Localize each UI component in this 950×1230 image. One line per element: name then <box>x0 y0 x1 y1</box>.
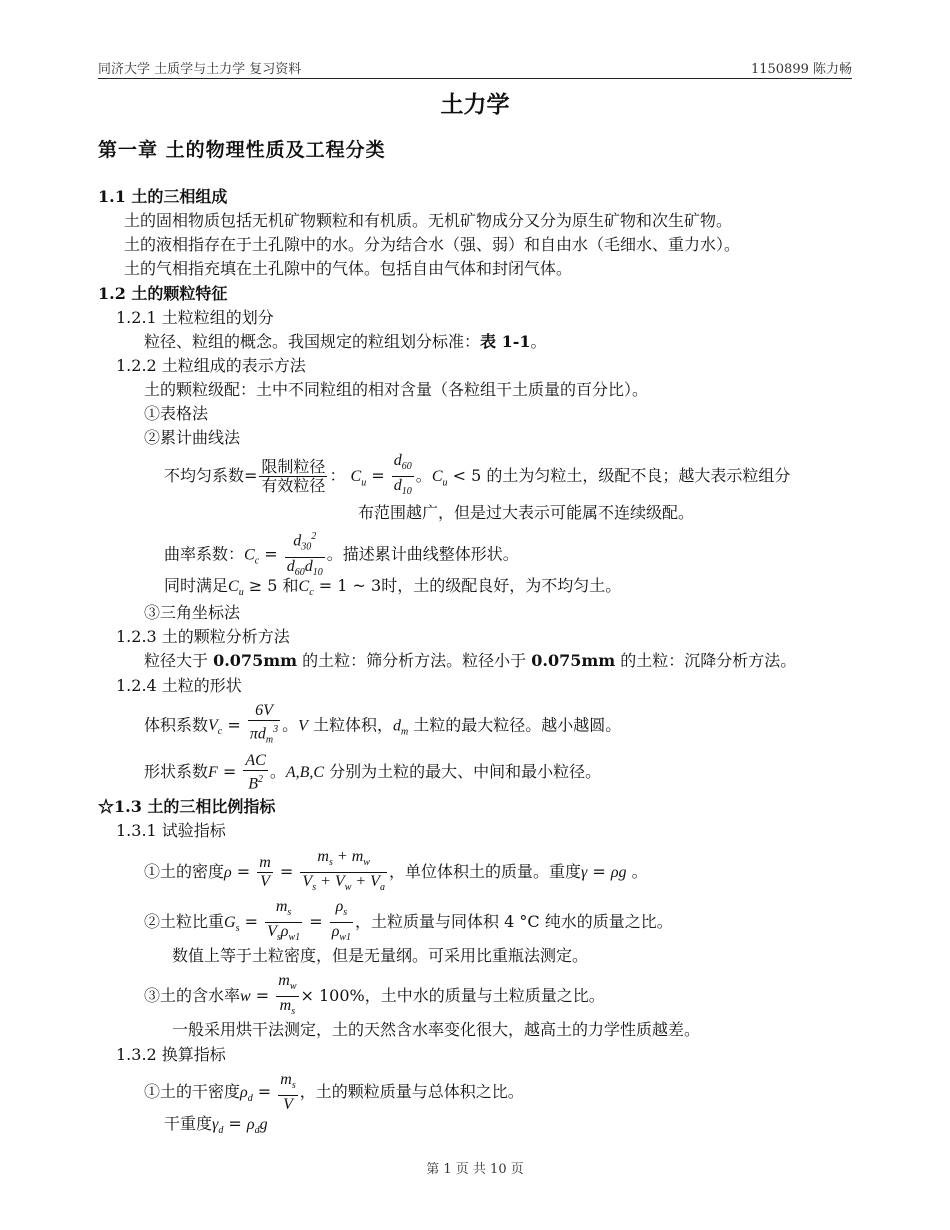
curvature-coefficient-formula: 曲率系数：$C_c$ = $\frac{d_{30}^2}{d_{60}d_{10}}$ 。描述累计曲线整体形状。 <box>164 528 519 582</box>
section-1-2-3-heading: 1.2.3 土的颗粒分析方法 <box>116 627 290 646</box>
method-item: ①表格法 <box>144 404 209 423</box>
paragraph: 土的气相指充填在土孔隙中的气体。包括自由气体和封闭气体。 <box>124 259 573 278</box>
document-title: 土力学 <box>440 92 510 118</box>
method-item: ②累计曲线法 <box>144 428 241 447</box>
section-1-3-heading: ☆1.3 土的三相比例指标 <box>98 797 276 816</box>
paragraph: 粒径大于 0.075mm 的土粒：筛分析方法。粒径小于 0.075mm 的土粒：沉降分析方法。 <box>144 651 797 670</box>
header-right: 1150899 陈力畅 <box>750 62 852 77</box>
volume-coefficient-formula: 体积系数$V_c$ = 6V $\pi d_m^3$ 。V 土粒体积，$d_m$ 土粒的最大粒径。越小越圆。 <box>144 702 622 746</box>
section-1-2-heading: 1.2 土的颗粒特征 <box>98 284 228 303</box>
dry-density-formula: ①土的干密度$\rho_d$ = $\frac{m_s}{V}$ ，土的颗粒质量与总体积之比。 <box>144 1071 524 1114</box>
dry-unit-weight-formula: 干重度$\gamma_d = \rho_dg$ <box>164 1114 268 1137</box>
paragraph: 粒径、粒组的概念。我国规定的粒组划分标准：表 1-1。 <box>144 332 547 351</box>
paragraph: 布范围越广，但是过大表示可能属不连续级配。 <box>358 503 695 522</box>
paragraph: 土的液相指存在于土孔隙中的水。分为结合水（强、弱）和自由水（毛细水、重力水）。 <box>124 235 741 254</box>
method-item: ③三角坐标法 <box>144 603 241 622</box>
header-left: 同济大学 土质学与土力学 复习资料 <box>98 62 302 77</box>
paragraph: 一般采用烘干法测定，土的天然含水率变化很大，越高土的力学性质越差。 <box>172 1020 701 1039</box>
section-1-3-1-heading: 1.3.1 试验指标 <box>116 821 226 840</box>
paragraph: 土的颗粒级配：土中不同粒组的相对含量（各粒组干土质量的百分比）。 <box>144 380 649 399</box>
page-header <box>98 58 852 79</box>
section-1-2-1-heading: 1.2.1 土粒粒组的划分 <box>116 308 274 327</box>
paragraph: 土的固相物质包括无机矿物颗粒和有机质。无机矿物成分又分为原生矿物和次生矿物。 <box>124 211 733 230</box>
shape-coefficient-formula: 形状系数F = $\frac{AC}{B^2}$ 。A,B,C 分别为土粒的最大、中间和最小粒径。 <box>144 752 602 793</box>
density-formula: ①土的密度ρ = $\frac{m}{V}$ = $\frac{m_s + m_w}{V_s + V_w + V_a}$ ，单位体积土的质量。重度γ = ρg 。 <box>144 848 648 894</box>
section-1-3-2-heading: 1.3.2 换算指标 <box>116 1045 226 1064</box>
water-content-formula: ③土的含水率w = $\frac{m_w}{m_s}$ × 100%，土中水的质量与土粒质量之比。 <box>144 972 605 1018</box>
table-reference: 表 1-1 <box>480 332 531 351</box>
specific-gravity-formula: ②土粒比重$G_s$ = $m_s$ $V_s\rho_{w1}$ = $\frac{\rho_s}{\rho_{w1}}$ ，土粒质量与同体积 4 °C 纯水的质量之比。 <box>144 898 673 944</box>
uniformity-coefficient-formula: 不均匀系数= 限制粒径 有效粒径 ： $C_u$ = $\frac{d_{60}}{d_{10}}$ 。$C_u < 5$ 的土为匀粒土，级配不良；越大表示粒组分 <box>164 452 791 498</box>
paragraph: 数值上等于土粒密度，但是无量纲。可采用比重瓶法测定。 <box>172 946 589 965</box>
section-1-1-heading: 1.1 土的三相组成 <box>98 187 228 206</box>
paragraph: 同时满足$C_u \ge 5$ 和$C_c = 1$ ~ 3时，土的级配良好，为不均匀土。 <box>164 576 622 599</box>
section-1-2-4-heading: 1.2.4 土粒的形状 <box>116 676 242 695</box>
chapter-heading: 第一章 土的物理性质及工程分类 <box>98 139 386 161</box>
section-1-2-2-heading: 1.2.2 土粒组成的表示方法 <box>116 356 306 375</box>
page-footer: 第 1 页 共 10 页 <box>426 1162 524 1177</box>
